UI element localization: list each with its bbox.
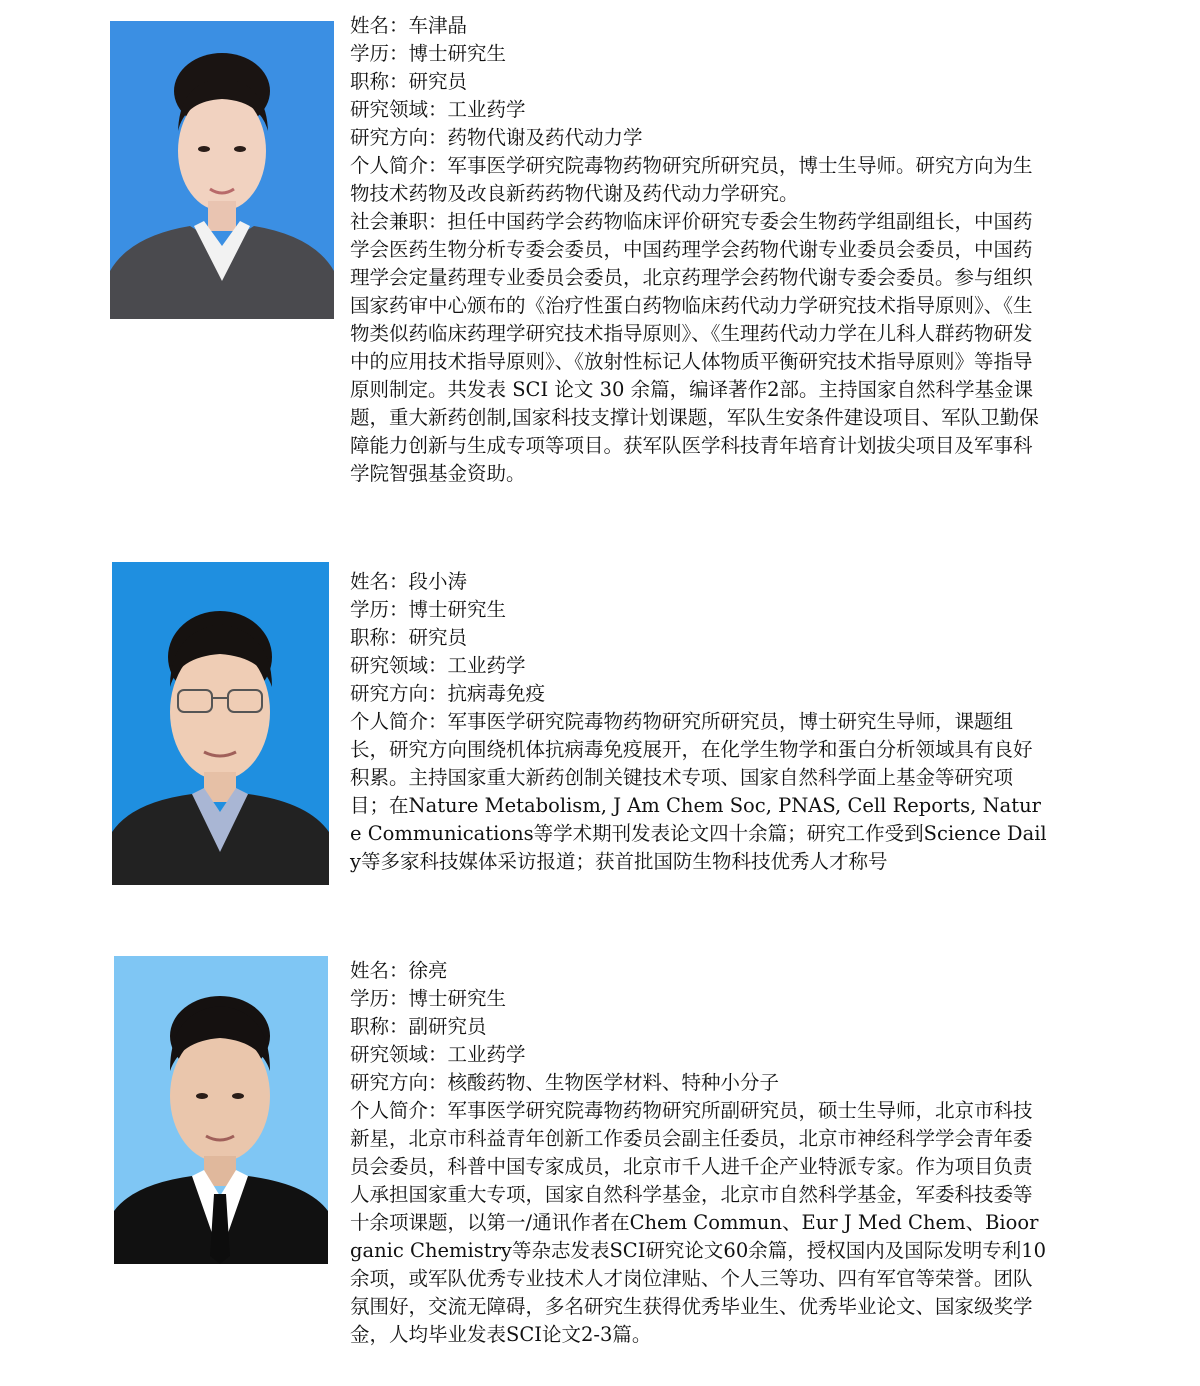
bio-paragraph: 个人简介：军事医学研究院毒物药物研究所研究员，博士生导师。研究方向为生物技术药物及改良新药药物代谢及药代动力学研究。: [350, 154, 1033, 205]
social-roles-paragraph: 社会兼职：担任中国药学会药物临床评价研究专委会生物药学组副组长，中国药学会医药生物分析专委会委员，中国药理学会药物代谢专业委员会委员，中国药理学会定量药理专业委员会委员，北京药理学会药物代谢专委会委员。参与组织国家药审中心颁布的《治疗性蛋白药物临床药代动力学研究技术指导原则》、《生物类似药临床药理学研究技术指导原则》、《生理药代动力学在儿科人群药物研发中的应用技术指导原则》、《放射性标记人体物质平衡研究技术指导原则》等指导原则制定。共发表 SCI 论文 30 余篇，编译著作2部。主持国家自然科学基金课题，重大新药创制,国家科技支撑计划课题，军队生安条件建设项目、军队卫勤保障能力创新与生成专项等项目。获军队医学科技青年培育计划拔尖项目及军事科学院智强基金资助。: [350, 210, 1039, 485]
profile-info: [350, 957, 1050, 1349]
title-line: 职称：研究员: [350, 626, 468, 649]
portrait-photo: [110, 21, 334, 319]
portrait-photo: [112, 562, 329, 885]
bio-paragraph: 个人简介：军事医学研究院毒物药物研究所研究员，博士研究生导师，课题组长，研究方向围绕机体抗病毒免疫展开，在化学生物学和蛋白分析领域具有良好积累。主持国家重大新药创制关键技术专项、国家自然科学面上基金等研究项目；在Nature Metabolism, J Am Chem Soc, PNAS, Cell Reports, Nature Communications等学术期刊发表论文四十余篇；研究工作受到Science Daily等多家科技媒体采访报道；获首批国防生物科技优秀人才称号: [350, 710, 1047, 873]
research-direction-line: 研究方向：抗病毒免疫: [350, 682, 546, 705]
research-field-line: 研究领域：工业药学: [350, 1043, 526, 1066]
research-field-line: 研究领域：工业药学: [350, 654, 526, 677]
portrait-photo: [114, 956, 328, 1264]
research-direction-line: 研究方向：核酸药物、生物医学材料、特种小分子: [350, 1071, 780, 1094]
title-line: 职称：研究员: [350, 70, 468, 93]
education-line: 学历：博士研究生: [350, 987, 507, 1010]
profile-info: [350, 12, 1050, 488]
name-line: 姓名：车津晶: [350, 14, 468, 37]
name-line: 姓名：段小涛: [350, 570, 468, 593]
education-line: 学历：博士研究生: [350, 42, 507, 65]
title-line: 职称：副研究员: [350, 1015, 487, 1038]
research-direction-line: 研究方向：药物代谢及药代动力学: [350, 126, 643, 149]
research-field-line: 研究领域：工业药学: [350, 98, 526, 121]
education-line: 学历：博士研究生: [350, 598, 507, 621]
name-line: 姓名：徐亮: [350, 959, 448, 982]
profile-info: [350, 568, 1050, 876]
bio-paragraph: 个人简介：军事医学研究院毒物药物研究所副研究员，硕士生导师，北京市科技新星，北京市科益青年创新工作委员会副主任委员，北京市神经科学学会青年委员会委员，科普中国专家成员，北京市千人进千企产业特派专家。作为项目负责人承担国家重大专项，国家自然科学基金，北京市自然科学基金，军委科技委等十余项课题，以第一/通讯作者在Chem Commun、Eur J Med Chem、Bioorganic Chemistry等杂志发表SCI研究论文60余篇，授权国内及国际发明专利10余项，或军队优秀专业技术人才岗位津贴、个人三等功、四有军官等荣誉。团队氛围好，交流无障碍，多名研究生获得优秀毕业生、优秀毕业论文、国家级奖学金，人均毕业发表SCI论文2-3篇。: [350, 1099, 1047, 1346]
